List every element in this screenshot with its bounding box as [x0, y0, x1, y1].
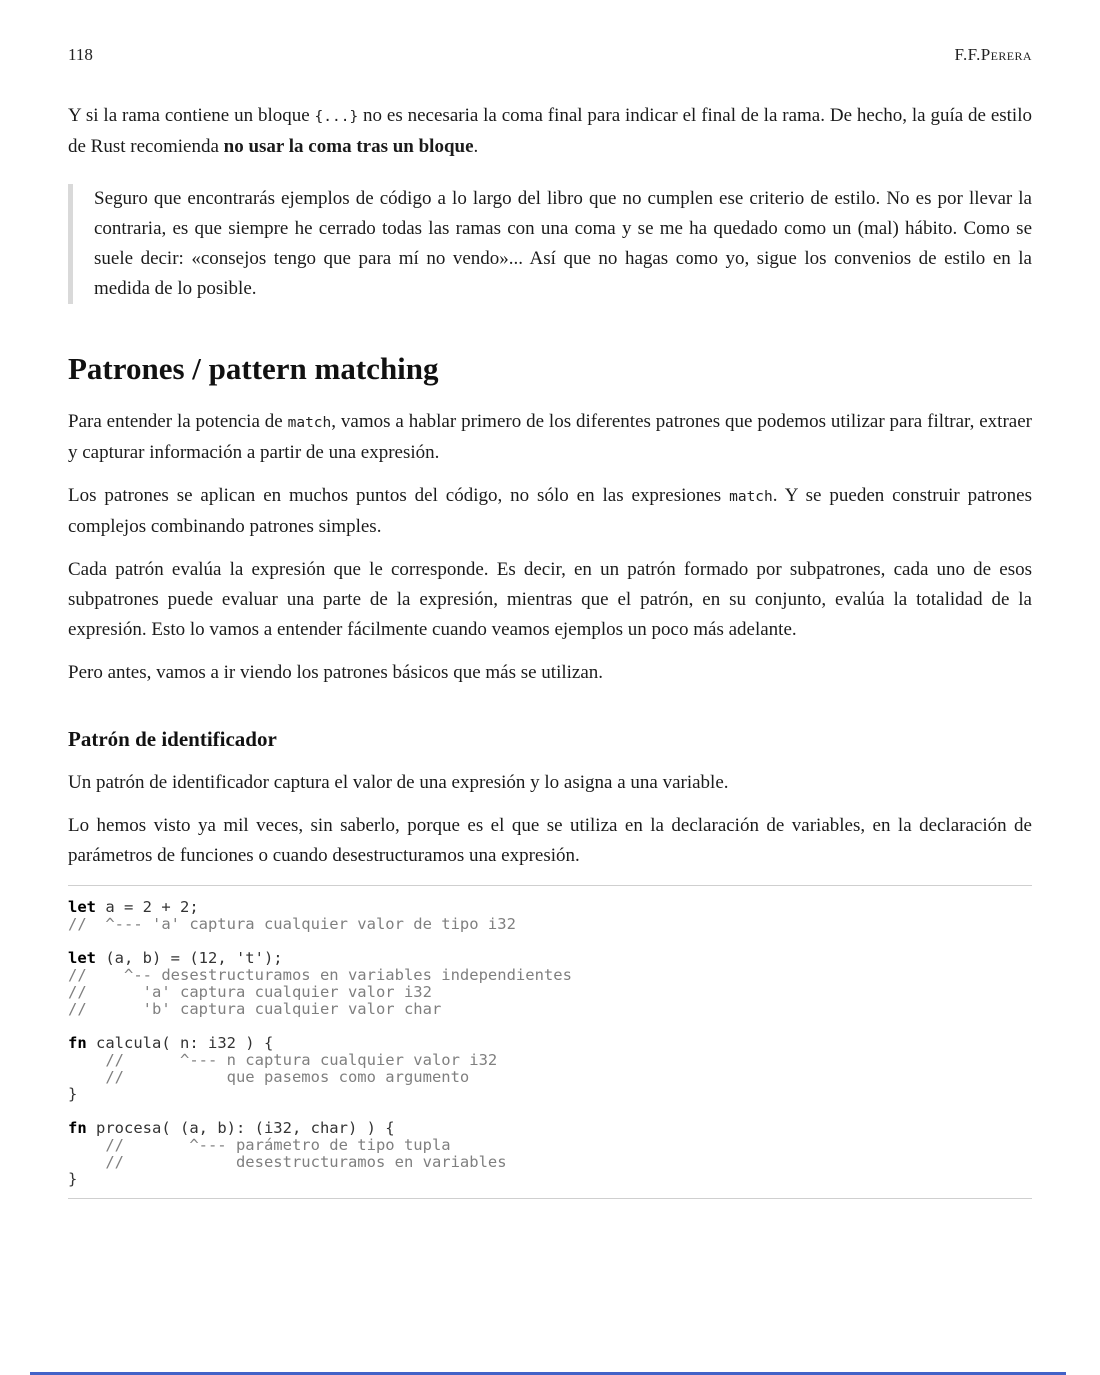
paragraph-intro [68, 101, 1032, 162]
code-line: fn calcula( n: i32 ) { [68, 1034, 274, 1052]
paragraph-text: Los patrones se aplican en muchos puntos del código, no sólo en las expresiones [68, 485, 730, 506]
code-line: // ^--- parámetro de tipo tupla [68, 1136, 451, 1154]
paragraph-text: , vamos a hablar primero de los diferentes patrones que podemos utilizar para filtrar, extraer y capturar información a partir de una expresión. [68, 411, 1032, 463]
code-line: // desestructuramos en variables [68, 1153, 507, 1171]
code-block-bottom-rule [68, 1198, 1032, 1199]
code-line: fn procesa( (a, b): (i32, char) ) { [68, 1119, 395, 1137]
inline-code-match: match [287, 415, 332, 431]
paragraph-match-intro [68, 407, 1032, 468]
page-header [68, 45, 1032, 65]
paragraph-seen-before: Lo hemos visto ya mil veces, sin saberlo, porque es el que se utiliza en la declaración de variables, en la declaración de parámetros de funciones o cuando desestructuramos una expresión. [68, 815, 1032, 866]
code-line [68, 1018, 1032, 1035]
code-line [68, 933, 1032, 950]
author-name: F.F.Perera [954, 45, 1032, 64]
intro-text: . [473, 136, 479, 157]
paragraph-before: Pero antes, vamos a ir viendo los patrones básicos que más se utilizan. [68, 662, 604, 683]
inline-code-match: match [729, 489, 773, 505]
section-title: Patrones / pattern matching [68, 351, 439, 386]
code-line [68, 1103, 1032, 1120]
paragraph-text: . Y se pueden construir patrones complejos combinando patrones simples. [68, 485, 1032, 537]
intro-bold-rule: no usar la coma tras un bloque [223, 136, 474, 157]
page-number: 118 [68, 45, 93, 64]
code-line: } [68, 1170, 78, 1188]
code-line: } [68, 1085, 78, 1103]
paragraph-pattern-evaluates: Cada patrón evalúa la expresión que le corresponde. Es decir, en un patrón formado por subpatrones, cada uno de esos subpatrones puede evaluar una parte de la expresión, mientras que el patrón, en su conjunto, evalúa la totalidad de la expresión. Esto lo vamos a entender fácilmente cuando veamos ejemplos un poco más adelante. [68, 559, 1032, 640]
code-line: let (a, b) = (12, 't'); [68, 949, 283, 967]
code-line: let a = 2 + 2; [68, 898, 199, 916]
code-line: // que pasemos como argumento [68, 1068, 470, 1086]
paragraph-patterns-apply [68, 481, 1032, 542]
intro-text: no es necesaria la coma final para indicar el final de la rama. De hecho, la guía de estilo de Rust recomienda [68, 105, 1032, 157]
subsection-title: Patrón de identificador [68, 727, 277, 751]
code-line: // 'a' captura cualquier valor i32 [68, 983, 432, 1001]
blockquote-text: Seguro que encontrarás ejemplos de código a lo largo del libro que no cumplen ese criterio de estilo. No es por llevar la contraria, es que siempre he cerrado todas las ramas con una coma y se me ha quedado como un (mal) hábito. Como se suele decir: «consejos tengo que para mí no vendo»... Así que no hagas como yo, sigue los convenios de estilo en la medida de lo posible. [94, 188, 1032, 299]
code-line: // ^--- 'a' captura cualquier valor de tipo i32 [68, 915, 516, 933]
intro-text: Y si la rama contiene un bloque [68, 105, 315, 126]
inline-code-braces: {...} [314, 109, 359, 125]
code-line: // ^--- n captura cualquier valor i32 [68, 1051, 498, 1069]
style-note-blockquote [68, 184, 1032, 304]
code-block [68, 886, 1032, 1198]
paragraph-identifier-capture: Un patrón de identificador captura el valor de una expresión y lo asigna a una variable. [68, 772, 729, 793]
paragraph-text: Para entender la potencia de [68, 411, 288, 432]
code-line: // 'b' captura cualquier valor char [68, 1000, 442, 1018]
code-line: // ^-- desestructuramos en variables independientes [68, 966, 572, 984]
